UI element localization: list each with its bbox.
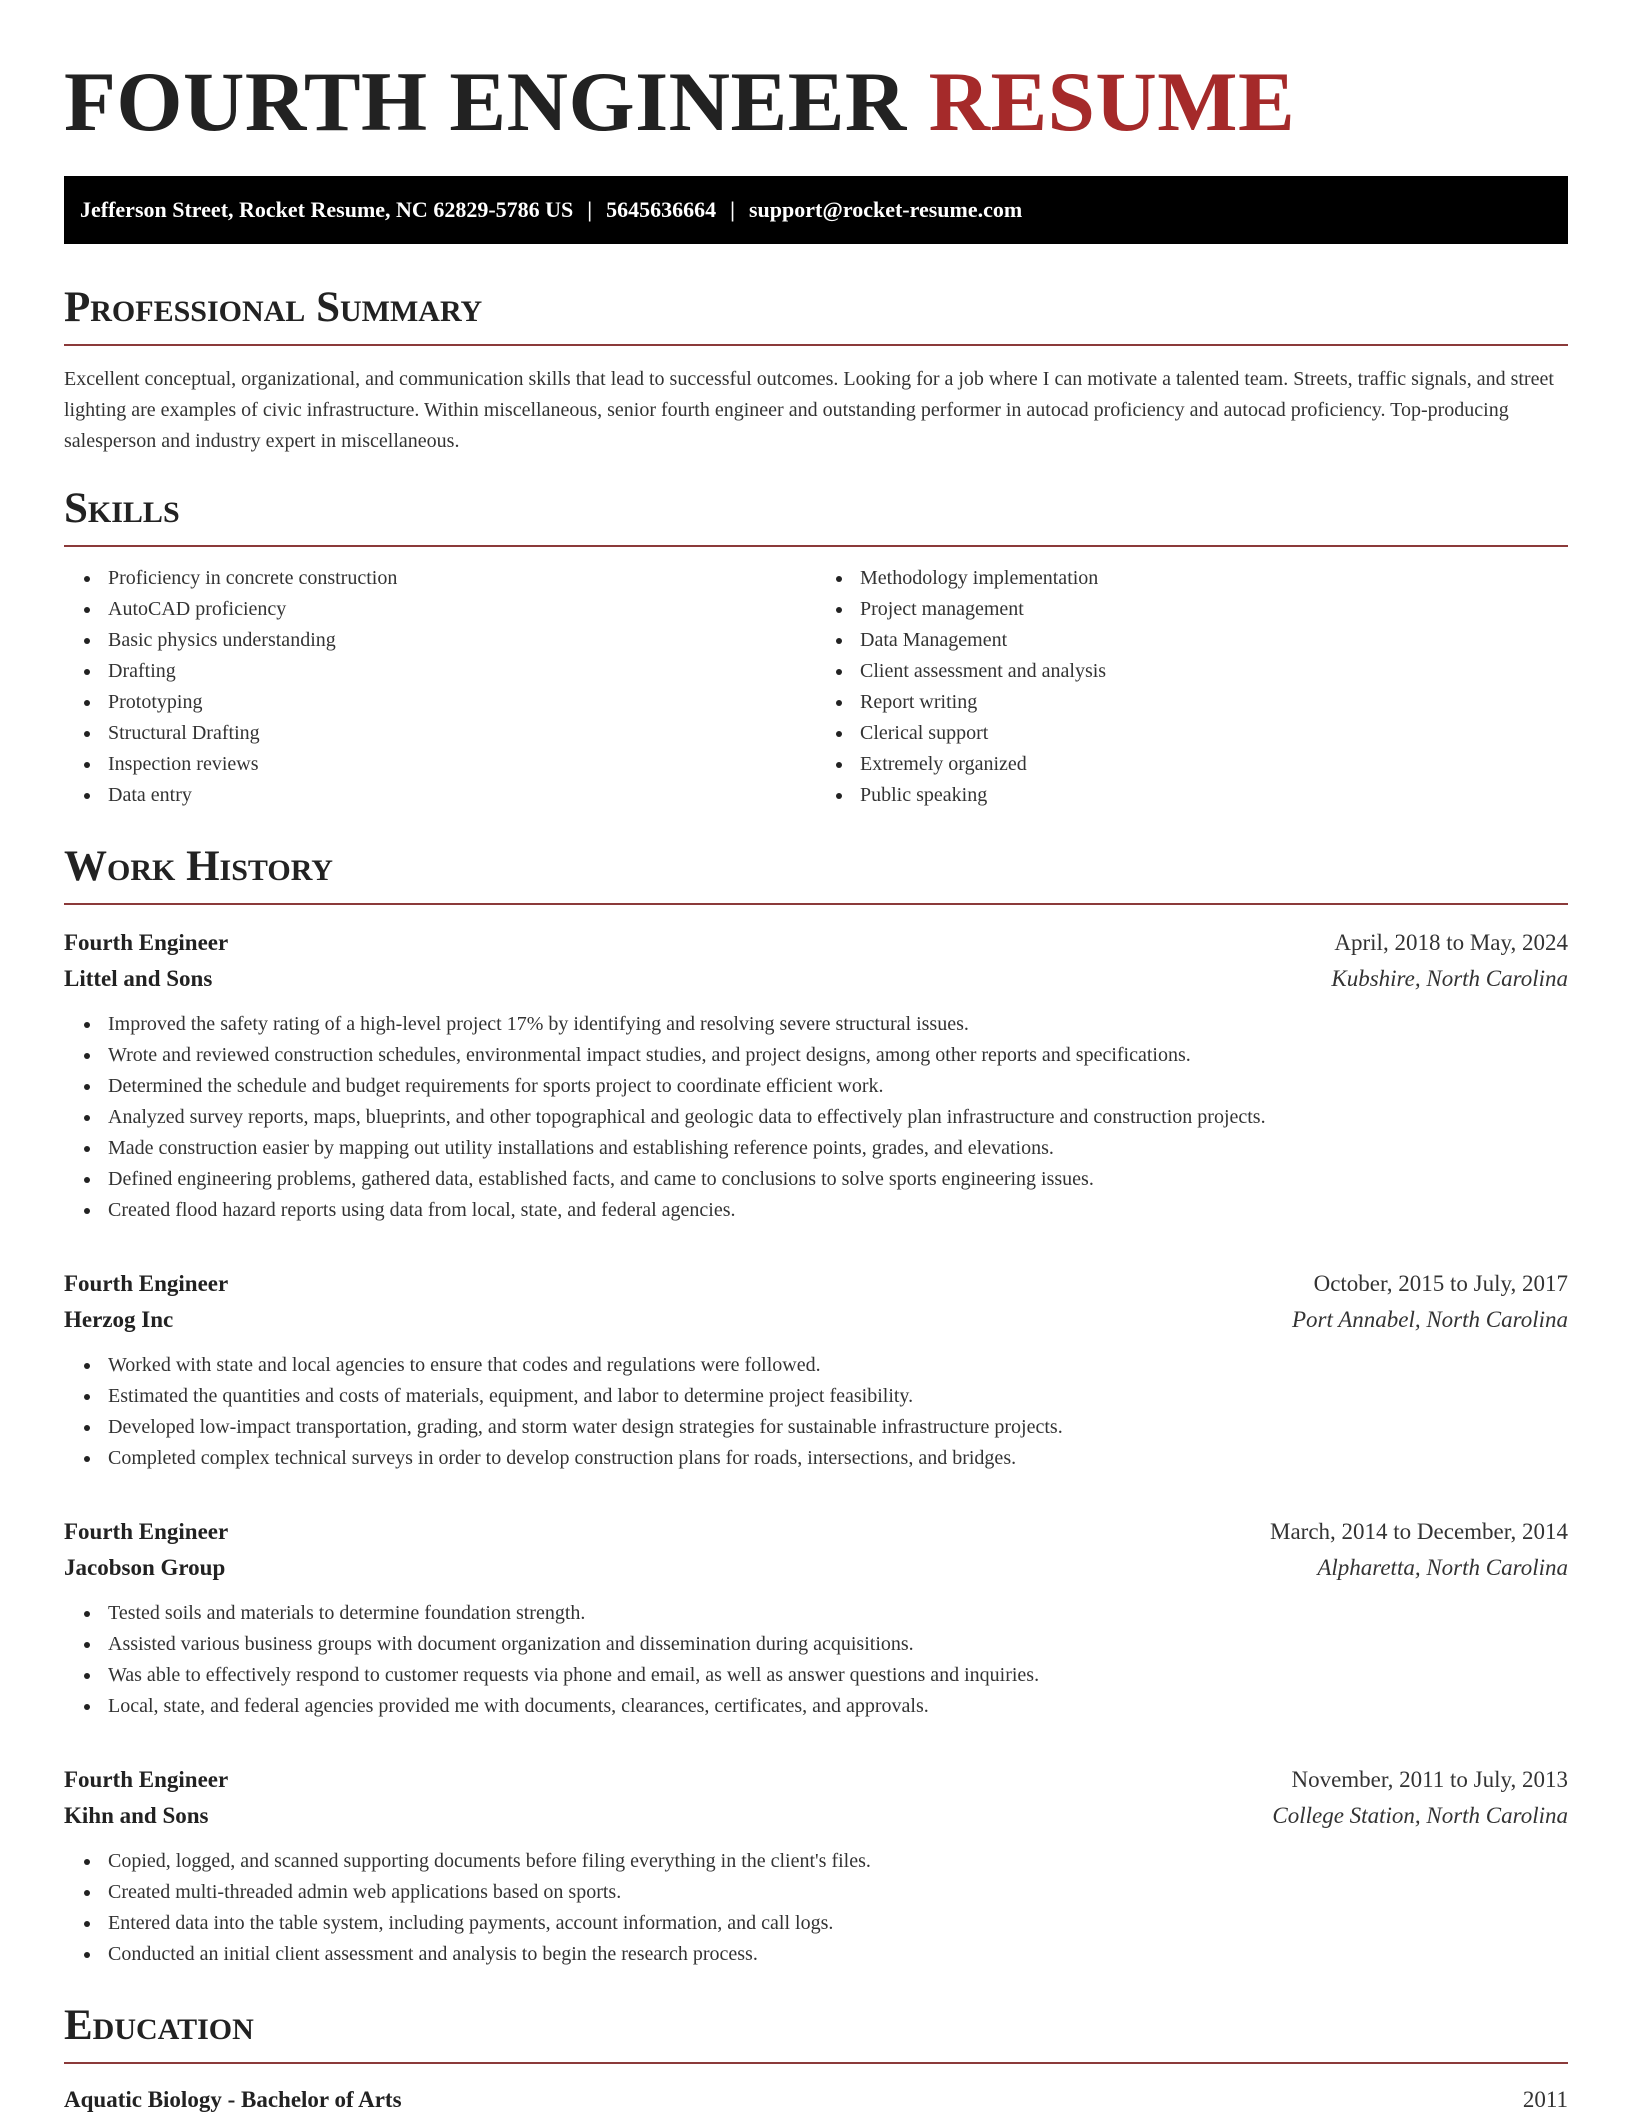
job-bullets bbox=[64, 1846, 1568, 1970]
job-bullet: Entered data into the table system, including payments, account information, and call logs. bbox=[108, 1908, 1568, 1939]
job-bullet: Tested soils and materials to determine foundation strength. bbox=[108, 1598, 1568, 1629]
skill-item: Structural Drafting bbox=[108, 718, 816, 749]
contact-separator: | bbox=[730, 197, 735, 222]
skill-item: Report writing bbox=[860, 687, 1568, 718]
job-location: Alpharetta, North Carolina bbox=[1317, 1555, 1568, 1580]
skill-item: Project management bbox=[860, 594, 1568, 625]
job-location: Port Annabel, North Carolina bbox=[1291, 1307, 1568, 1332]
job-bullets bbox=[64, 1009, 1568, 1226]
skill-item: Extremely organized bbox=[860, 749, 1568, 780]
skill-item: Clerical support bbox=[860, 718, 1568, 749]
title-accent: RESUME bbox=[928, 55, 1296, 149]
job-bullet: Improved the safety rating of a high-level project 17% by identifying and resolving severe structural issues. bbox=[108, 1009, 1568, 1040]
skill-item: Client assessment and analysis bbox=[860, 656, 1568, 687]
job-bullets bbox=[64, 1350, 1568, 1474]
contact-bar bbox=[64, 176, 1568, 244]
job-bullet: Was able to effectively respond to customer requests via phone and email, as well as answer questions and inquiries. bbox=[108, 1660, 1568, 1691]
section-divider bbox=[64, 344, 1568, 346]
job-bullet: Assisted various business groups with document organization and dissemination during acquisitions. bbox=[108, 1629, 1568, 1660]
contact-phone: 5645636664 bbox=[606, 197, 717, 222]
skill-item: Data entry bbox=[108, 780, 816, 811]
job-company: Kihn and Sons bbox=[64, 1803, 209, 1828]
job-bullet: Conducted an initial client assessment and analysis to begin the research process. bbox=[108, 1939, 1568, 1970]
job-bullet: Determined the schedule and budget requirements for sports project to coordinate efficient work. bbox=[108, 1071, 1568, 1102]
job-entry bbox=[64, 925, 1568, 1226]
skill-item: Basic physics understanding bbox=[108, 625, 816, 656]
job-bullet: Analyzed survey reports, maps, blueprints, and other topographical and geologic data to effectively plan infrastructure and construction projects. bbox=[108, 1102, 1568, 1133]
job-bullet: Completed complex technical surveys in order to develop construction plans for roads, intersections, and bridges. bbox=[108, 1443, 1568, 1474]
job-bullet: Created flood hazard reports using data from local, state, and federal agencies. bbox=[108, 1195, 1568, 1226]
job-dates: April, 2018 to May, 2024 bbox=[1334, 930, 1568, 955]
skill-item: Inspection reviews bbox=[108, 749, 816, 780]
education-year: 2011 bbox=[1522, 2087, 1568, 2112]
job-bullet: Created multi-threaded admin web applications based on sports. bbox=[108, 1877, 1568, 1908]
job-dates: October, 2015 to July, 2017 bbox=[1313, 1271, 1568, 1296]
job-entry bbox=[64, 1266, 1568, 1474]
job-company-row bbox=[64, 1302, 1568, 1338]
skills-list-left bbox=[64, 563, 816, 811]
job-bullet: Local, state, and federal agencies provided me with documents, clearances, certificates, and approvals. bbox=[108, 1691, 1568, 1722]
job-company-row bbox=[64, 1550, 1568, 1586]
resume-title bbox=[64, 52, 1568, 152]
job-bullet: Wrote and reviewed construction schedules, environmental impact studies, and project designs, among other reports and specifications. bbox=[108, 1040, 1568, 1071]
job-company: Jacobson Group bbox=[64, 1555, 226, 1580]
skill-item: Data Management bbox=[860, 625, 1568, 656]
job-dates: March, 2014 to December, 2014 bbox=[1270, 1519, 1568, 1544]
education-entry bbox=[64, 2082, 1568, 2118]
section-divider bbox=[64, 545, 1568, 547]
job-title: Fourth Engineer bbox=[64, 1767, 229, 1792]
education-heading: Education bbox=[64, 2002, 254, 2049]
title-main: FOURTH ENGINEER bbox=[64, 55, 907, 149]
skills-grid bbox=[64, 563, 1568, 811]
skills-list-right bbox=[816, 563, 1568, 811]
job-bullet: Made construction easier by mapping out utility installations and establishing reference points, grades, and elevations. bbox=[108, 1133, 1568, 1164]
skill-item: Proficiency in concrete construction bbox=[108, 563, 816, 594]
job-company-row bbox=[64, 961, 1568, 997]
skill-item: Methodology implementation bbox=[860, 563, 1568, 594]
job-header-row bbox=[64, 1266, 1568, 1302]
skill-item: AutoCAD proficiency bbox=[108, 594, 816, 625]
summary-text: Excellent conceptual, organizational, and communication skills that lead to successful outcomes. Looking for a job where I can motivate a talented team. Streets, traffic signals, and street lighting are examples of civic infrastructure. Within miscellaneous, senior fourth engineer and outstanding performer in autocad proficiency and autocad proficiency. Top-producing salesperson and industry expert in miscellaneous. bbox=[64, 368, 1554, 452]
job-bullets bbox=[64, 1598, 1568, 1722]
skill-item: Prototyping bbox=[108, 687, 816, 718]
education-degree: Aquatic Biology - Bachelor of Arts bbox=[64, 2087, 402, 2112]
job-header-row bbox=[64, 1514, 1568, 1550]
job-bullet: Worked with state and local agencies to ensure that codes and regulations were followed. bbox=[108, 1350, 1568, 1381]
section-divider bbox=[64, 903, 1568, 905]
skill-item: Public speaking bbox=[860, 780, 1568, 811]
job-title: Fourth Engineer bbox=[64, 1271, 229, 1296]
job-bullet: Estimated the quantities and costs of materials, equipment, and labor to determine project feasibility. bbox=[108, 1381, 1568, 1412]
skill-item: Drafting bbox=[108, 656, 816, 687]
job-bullet: Developed low-impact transportation, grading, and storm water design strategies for sustainable infrastructure projects. bbox=[108, 1412, 1568, 1443]
work-history-heading: Work History bbox=[64, 843, 333, 890]
job-bullet: Copied, logged, and scanned supporting documents before filing everything in the client's files. bbox=[108, 1846, 1568, 1877]
job-location: College Station, North Carolina bbox=[1272, 1803, 1568, 1828]
job-company-row bbox=[64, 1798, 1568, 1834]
job-title: Fourth Engineer bbox=[64, 930, 229, 955]
job-header-row bbox=[64, 925, 1568, 961]
skills-heading: Skills bbox=[64, 485, 180, 532]
job-entry bbox=[64, 1514, 1568, 1722]
job-dates: November, 2011 to July, 2013 bbox=[1291, 1767, 1568, 1792]
contact-email: support@rocket-resume.com bbox=[749, 197, 1023, 222]
job-company: Littel and Sons bbox=[64, 966, 213, 991]
section-divider bbox=[64, 2062, 1568, 2064]
job-entry bbox=[64, 1762, 1568, 1970]
job-company: Herzog Inc bbox=[64, 1307, 174, 1332]
contact-separator: | bbox=[587, 197, 593, 222]
job-header-row bbox=[64, 1762, 1568, 1798]
summary-heading: Professional Summary bbox=[64, 284, 483, 331]
contact-address: Jefferson Street, Rocket Resume, NC 62829-5786 US bbox=[80, 197, 574, 222]
job-location: Kubshire, North Carolina bbox=[1331, 966, 1568, 991]
job-bullet: Defined engineering problems, gathered data, established facts, and came to conclusions to solve sports engineering issues. bbox=[108, 1164, 1568, 1195]
job-title: Fourth Engineer bbox=[64, 1519, 229, 1544]
